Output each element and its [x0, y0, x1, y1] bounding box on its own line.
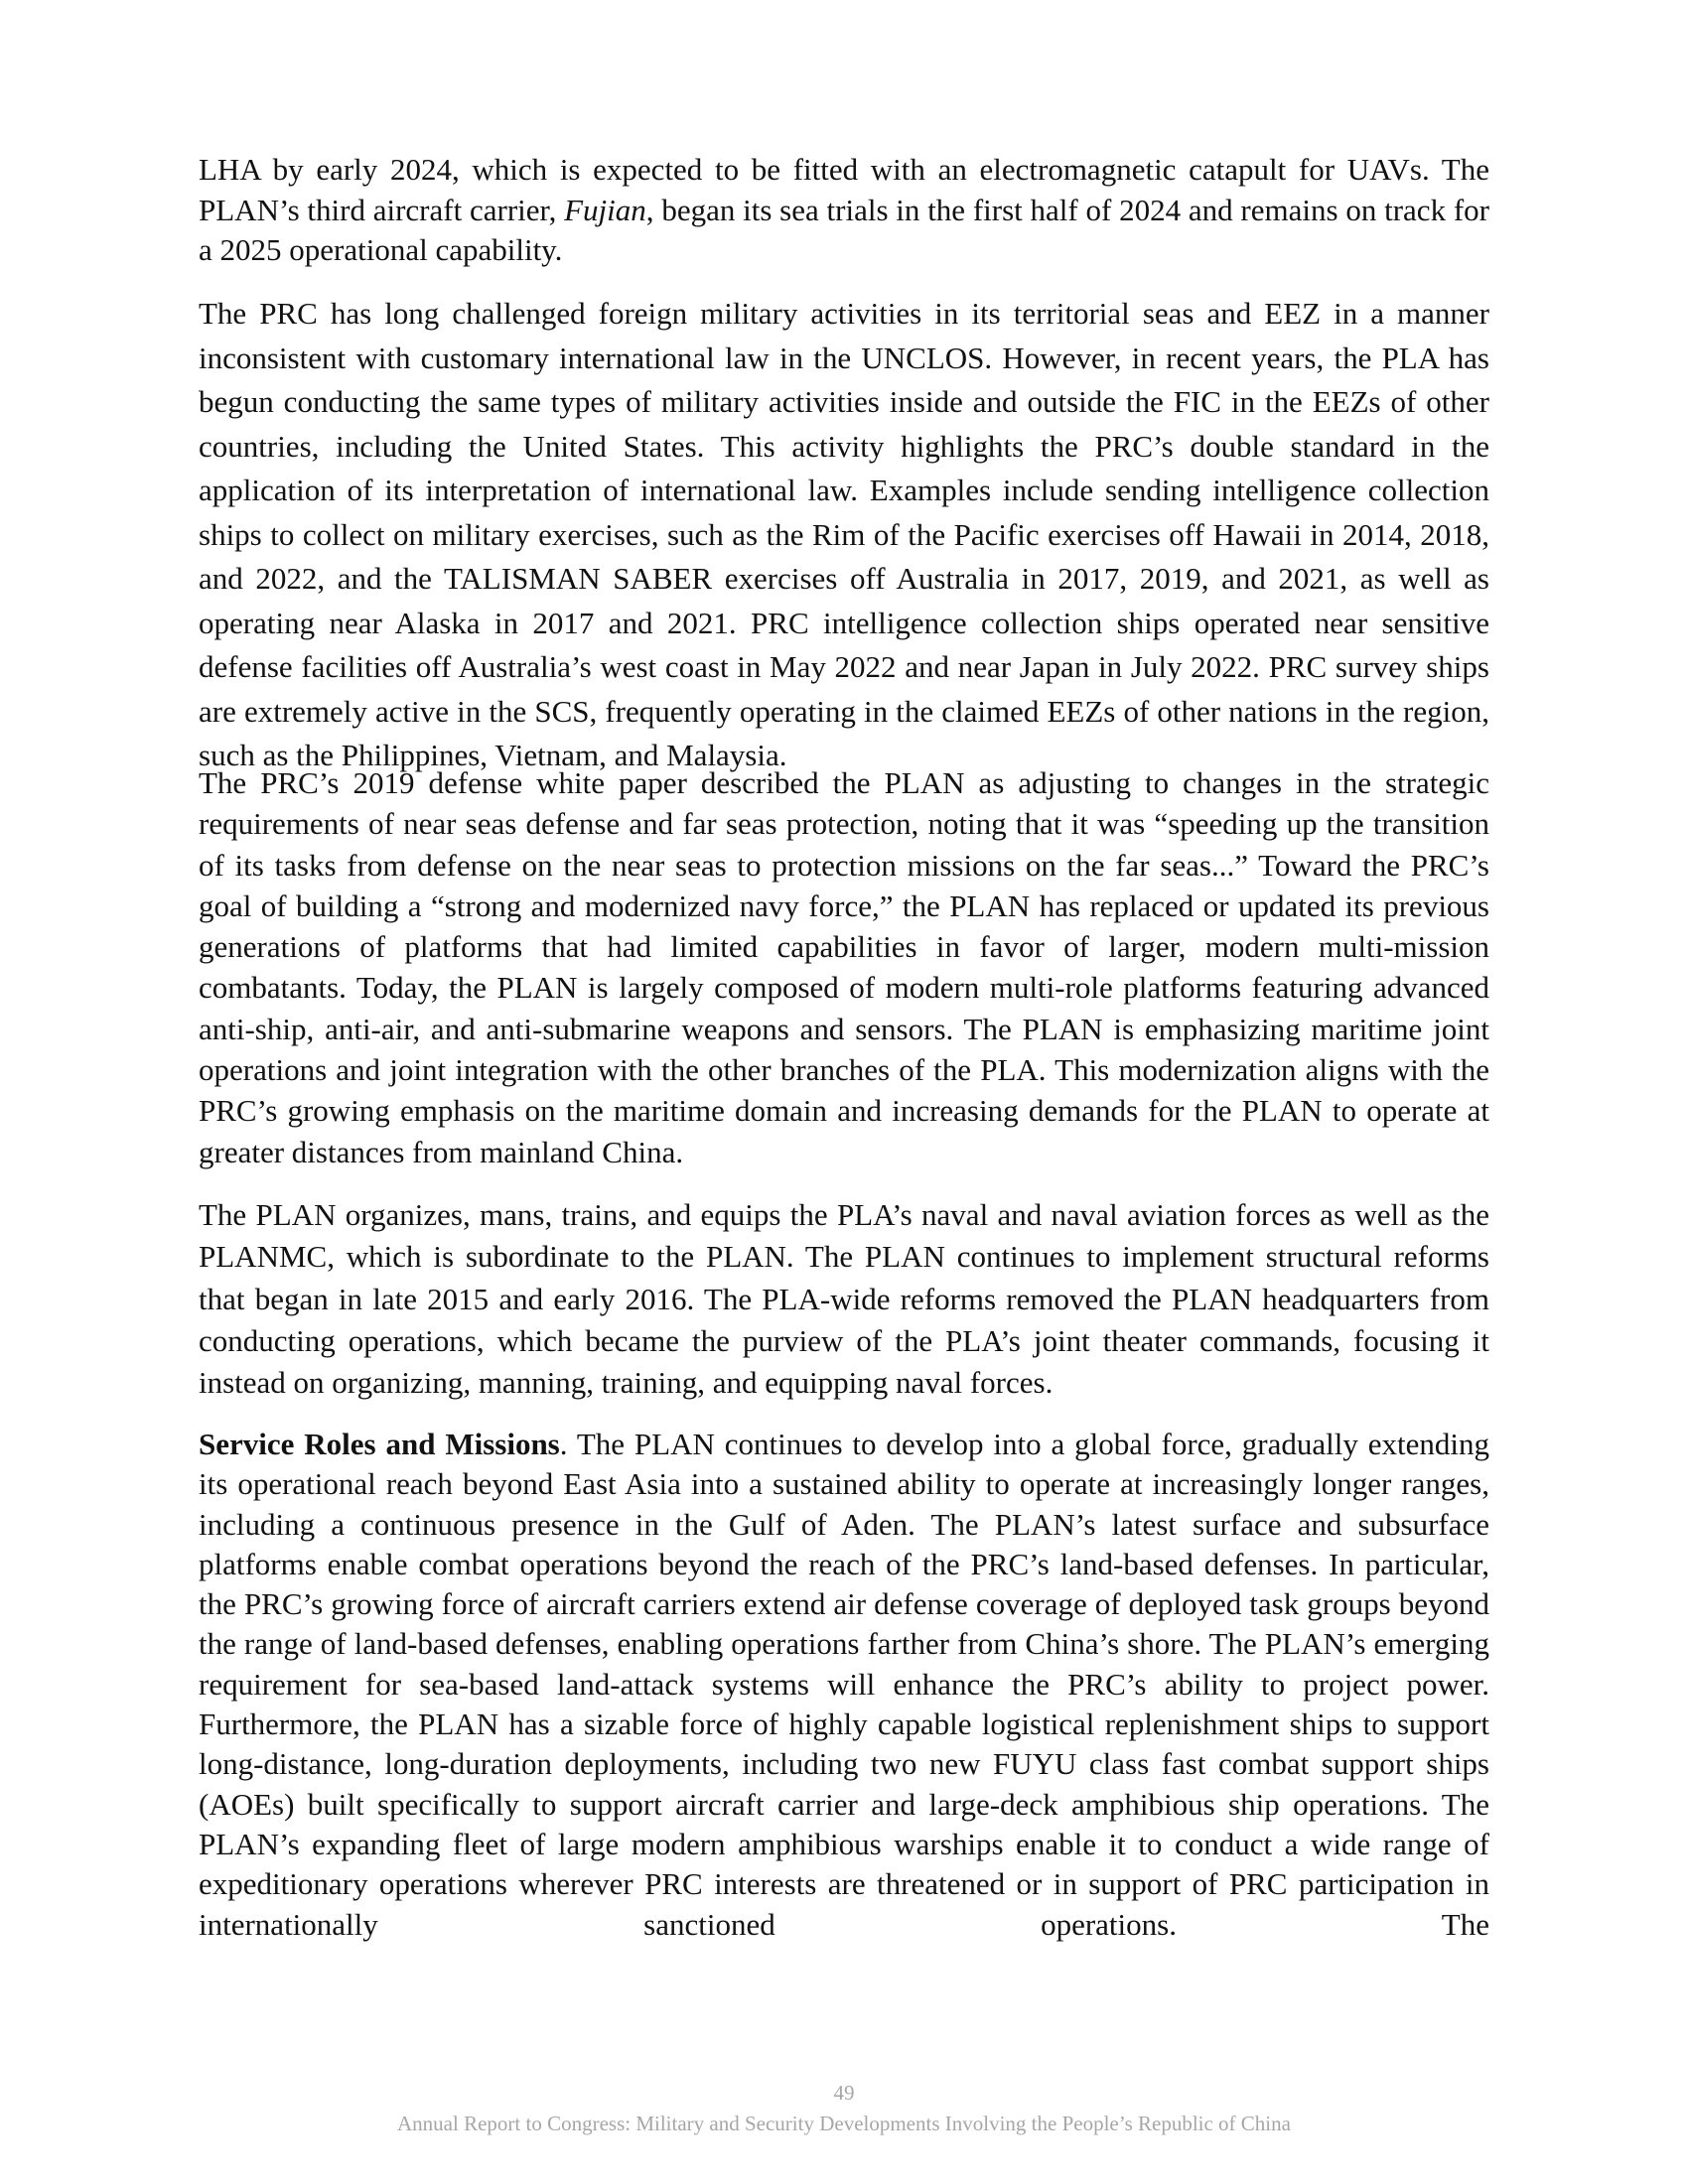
paragraph-service-roles [199, 1425, 1489, 1945]
paragraph-foreign-military-activities: The PRC has long challenged foreign military activities in its territorial seas and EEZ in a manner inconsistent with customary international law in the UNCLOS. However, in recent years, the PLA has begun conducting the same types of military activities inside and outside the FIC in the EEZs of other countries, including the United States. This activity highlights the PRC’s double standard in the application of its interpretation of international law. Examples include sending intelligence collection ships to collect on military exercises, such as the Rim of the Pacific exercises off Hawaii in 2014, 2018, and 2022, and the TALISMAN SABER exercises off Australia in 2017, 2019, and 2021, as well as operating near Alaska in 2017 and 2021. PRC intelligence collection ships operated near sensitive defense facilities off Australia’s west coast in May 2022 and near Japan in July 2022. PRC survey ships are extremely active in the SCS, frequently operating in the claimed EEZs of other nations in the region, such as the Philippines, Vietnam, and Malaysia. [199, 296, 1489, 772]
paragraph-text: , began its sea trials in the first half of 2024 and remains on track for a 2025 operational capability. [199, 192, 1489, 267]
page-number: 49 [833, 2081, 855, 2105]
section-heading: Service Roles and Missions [199, 1427, 560, 1461]
paragraph-plan-organization: The PLAN organizes, mans, trains, and equips the PLA’s naval and naval aviation forces as well as the PLANMC, which is subordinate to the PLAN. The PLAN continues to implement structural reforms that began in late 2015 and early 2016. The PLA-wide reforms removed the PLAN headquarters from conducting operations, which became the purview of the PLA’s joint theater commands, focusing it instead on organizing, manning, training, and equipping naval forces. [199, 1197, 1489, 1401]
footer-document-title: Annual Report to Congress: Military and Security Developments Involving the People’s Republic of China [397, 2112, 1291, 2135]
ship-name-italic: Fujian [564, 192, 646, 227]
paragraph-defense-white-paper: The PRC’s 2019 defense white paper described the PLAN as adjusting to changes in the strategic requirements of near seas defense and far seas protection, noting that it was “speeding up the transition of its tasks from defense on the near seas to protection missions on the far seas...” Toward the PRC’s goal of building a “strong and modernized navy force,” the PLAN has replaced or updated its previous generations of platforms that had limited capabilities in favor of larger, modern multi-mission combatants. Today, the PLAN is largely composed of modern multi-role platforms featuring advanced anti-ship, anti-air, and anti-submarine weapons and sensors. The PLAN is emphasizing maritime joint operations and joint integration with the other branches of the PLA. This modernization aligns with the PRC’s growing emphasis on the maritime domain and increasing demands for the PLAN to operate at greater distances from mainland China. [199, 765, 1489, 1169]
paragraph-text: LHA by early 2024, which is expected to be fitted with an electromagnetic catapult for UAVs. The PLAN’s third aircraft carrier, [199, 152, 1489, 227]
paragraph-text: . The PLAN continues to develop into a global force, gradually extending its operational reach beyond East Asia into a sustained ability to operate at increasingly longer ranges, including a continuous presence in the Gulf of Aden. The PLAN’s latest surface and subsurface platforms enable combat operations beyond the reach of the PRC’s land-based defenses. In particular, the PRC’s growing force of aircraft carriers extend air defense coverage of deployed task groups beyond the range of land-based defenses, enabling operations farther from China’s shore. The PLAN’s emerging requirement for sea-based land-attack systems will enhance the PRC’s ability to project power. Furthermore, the PLAN has a sizable force of highly capable logistical replenishment ships to support long-distance, long-duration deployments, including two new FUYU class fast combat support ships (AOEs) built specifically to support aircraft carrier and large-deck amphibious ship operations. The PLAN’s expanding fleet of large modern amphibious warships enable it to conduct a wide range of expeditionary operations wherever PRC interests are threatened or in support of PRC participation in internationally sanctioned operations. The [199, 1427, 1489, 1942]
paragraph-carrier-fujian [199, 150, 1489, 271]
